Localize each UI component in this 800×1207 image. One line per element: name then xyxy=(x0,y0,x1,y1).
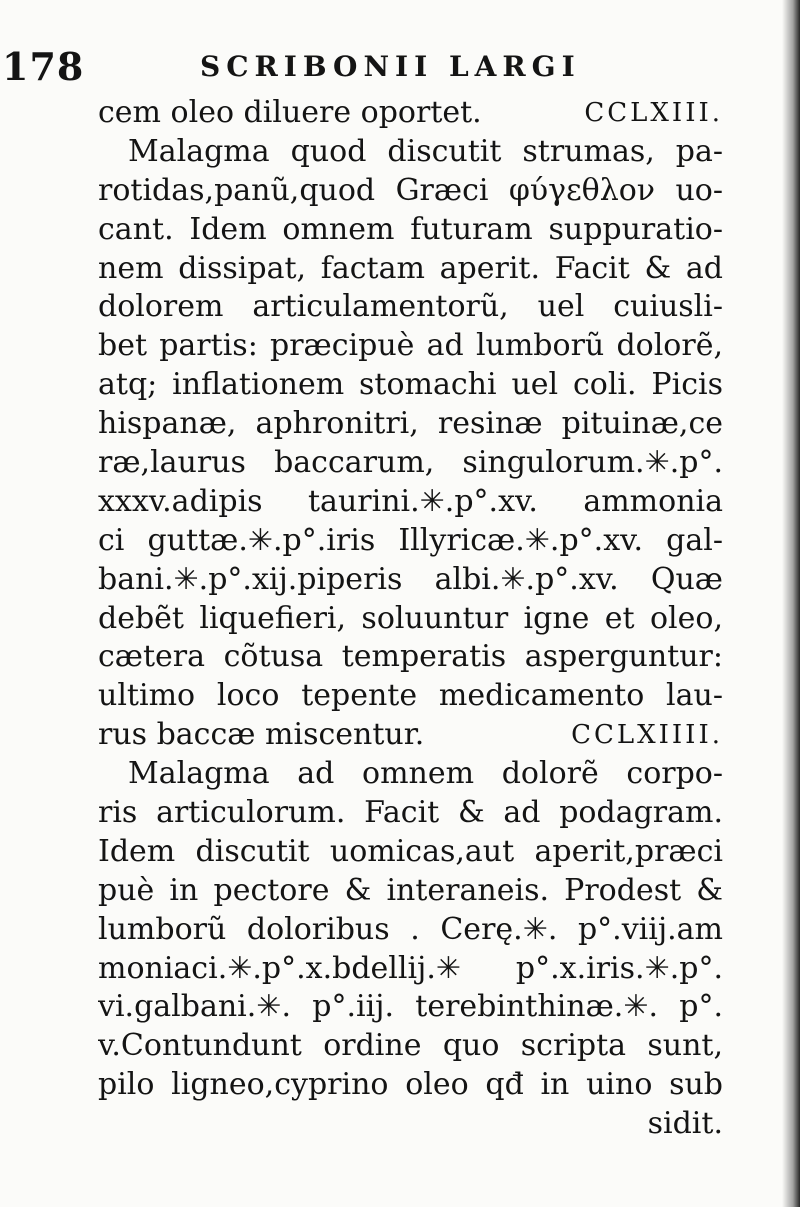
text-line: ci guttæ.✳.p°.iris Illyricæ.✳.p°.xv. gal- xyxy=(98,522,723,558)
page-edge-shadow xyxy=(782,0,800,1207)
text-line: hispanæ, aphronitri, resinæ pituinæ,ce xyxy=(98,406,723,442)
text-line: bet partis: præcipuè ad lumborũ dolorẽ, xyxy=(98,328,723,364)
text-line: ræ,laurus baccarum, singulorum.✳.p°. xyxy=(98,445,723,481)
text-line: lumborũ doloribus . Cerę.✳. p°.viij.am xyxy=(98,911,723,947)
text-line: Idem discutit uomicas,aut aperit,præci xyxy=(98,833,723,869)
text-line: pilo ligneo,cyprino oleo qđ in uino sub xyxy=(98,1067,723,1103)
text-line xyxy=(98,716,723,755)
text-line: bani.✳.p°.xij.piperis albi.✳.p°.xv. Quæ xyxy=(98,561,723,597)
section-number: CCLXIIII. xyxy=(571,720,723,751)
section-number: CCLXIII. xyxy=(584,98,723,128)
text-line: ris articulorum. Facit & ad podagram. xyxy=(98,795,723,831)
text-line: dolorem articulamentorũ, uel cuiusli- xyxy=(98,289,723,325)
text-line: xxxv.adipis taurini.✳.p°.xv. ammonia xyxy=(98,483,723,519)
text-line: debẽt liquefieri, soluuntur igne et oleo, xyxy=(98,600,723,636)
running-head: SCRIBONII LARGI xyxy=(200,50,581,83)
text-line xyxy=(98,94,723,133)
text-line: ultimo loco tepente medicamento lau- xyxy=(98,678,723,714)
page-number: 178 xyxy=(2,44,85,89)
text-line: vi.galbani.✳. p°.iij. terebinthinæ.✳. p°. xyxy=(98,989,723,1025)
text-line: moniaci.✳.p°.x.bdellij.✳ p°.x.iris.✳.p°. xyxy=(98,950,723,986)
text-line: rotidas,panũ,quod Græci φύγεθλον uo- xyxy=(98,172,723,208)
text-line: v.Contundunt ordine quo scripta sunt, xyxy=(98,1028,723,1064)
text-line: sidit. xyxy=(647,1106,723,1142)
line-text: cem oleo diluere oportet. xyxy=(98,95,482,130)
text-line: atq; inflationem stomachi uel coli. Picis xyxy=(98,367,723,403)
text-line: nem dissipat, factam aperit. Facit & ad xyxy=(98,250,723,286)
page-header xyxy=(0,40,640,90)
text-line: cætera cõtusa temperatis asperguntur: xyxy=(98,639,723,675)
text-line: cant. Idem omnem futuram suppuratio- xyxy=(98,211,723,247)
line-text: rus baccæ miscentur. xyxy=(98,717,425,753)
text-block xyxy=(98,94,723,1144)
text-line: puè in pectore & interaneis. Prodest & xyxy=(98,872,723,908)
text-line: Malagma ad omnem dolorẽ corpo- xyxy=(128,756,723,792)
text-line: Malagma quod discutit strumas, pa- xyxy=(128,133,723,169)
